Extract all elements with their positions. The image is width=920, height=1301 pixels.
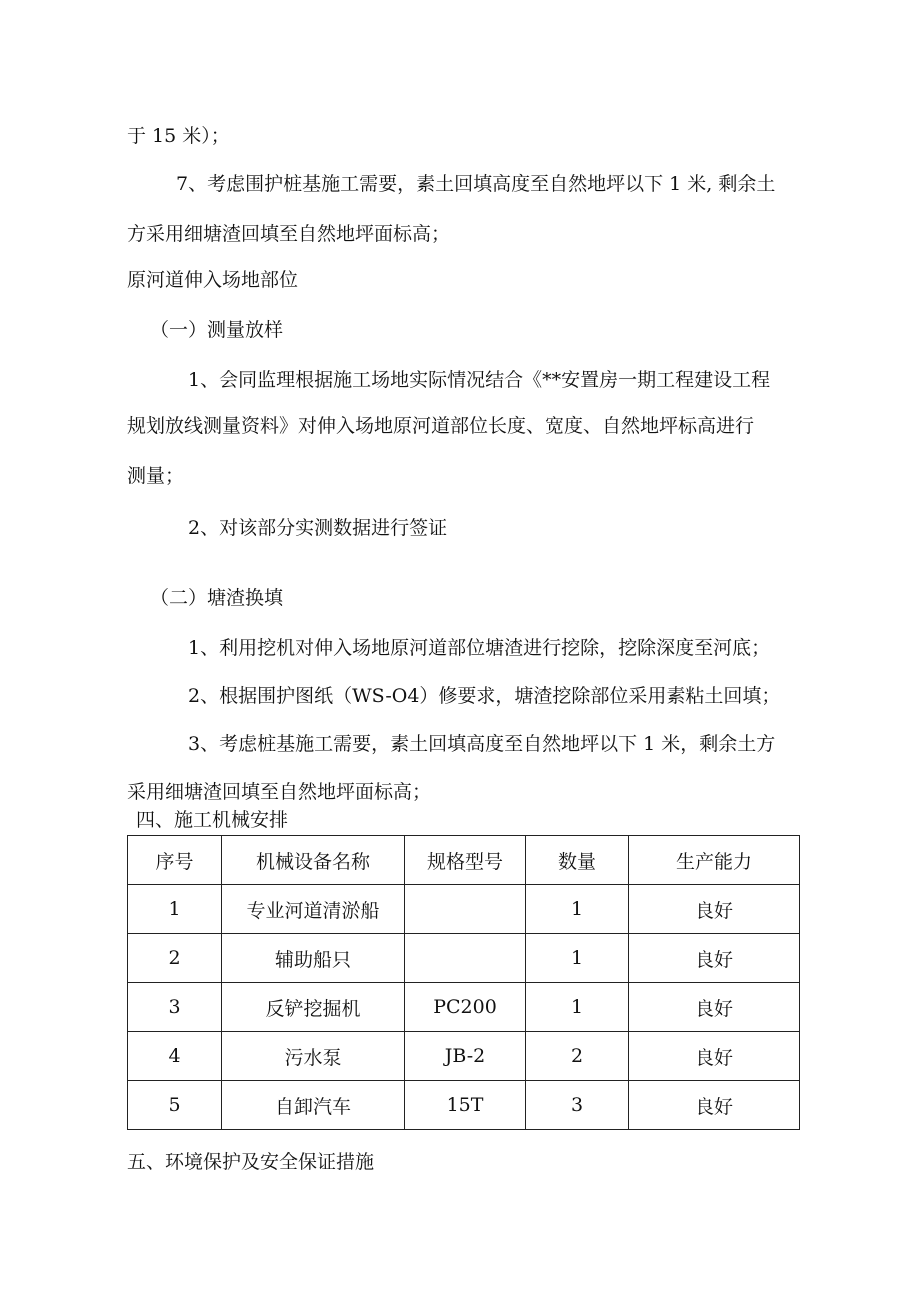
cell-model — [405, 934, 526, 983]
header-quantity: 数量 — [526, 836, 629, 885]
text-line: 1、会同监理根据施工场地实际情况结合《**安置房一期工程建设工程 — [188, 369, 771, 391]
cell-quantity: 1 — [526, 885, 629, 934]
table-row — [128, 1081, 800, 1130]
text-line: 方采用细塘渣回填至自然地坪面标高； — [127, 223, 451, 245]
text-line: 测量； — [127, 465, 185, 487]
cell-capacity: 良好 — [629, 983, 800, 1032]
text-line: 7、考虑围护桩基施工需要，素土回填高度至自然地坪以下 1 米, 剩余土 — [176, 173, 776, 195]
cell-capacity: 良好 — [629, 1081, 800, 1130]
cell-quantity: 1 — [526, 934, 629, 983]
text-line: 采用细塘渣回填至自然地坪面标高； — [127, 781, 432, 803]
cell-model: 15T — [405, 1081, 526, 1130]
section-heading: 四、施工机械安排 — [136, 809, 289, 831]
cell-equipment-name: 专业河道清淤船 — [222, 885, 405, 934]
cell-capacity: 良好 — [629, 934, 800, 983]
cell-model — [405, 885, 526, 934]
cell-index: 5 — [128, 1081, 222, 1130]
subsection-heading: （一）测量放样 — [150, 319, 284, 341]
header-model: 规格型号 — [405, 836, 526, 885]
text-line: 1、利用挖机对伸入场地原河道部位塘渣进行挖除，挖除深度至河底； — [188, 637, 771, 659]
cell-equipment-name: 辅助船只 — [222, 934, 405, 983]
cell-index: 2 — [128, 934, 222, 983]
cell-capacity: 良好 — [629, 1032, 800, 1081]
table-header-row — [128, 836, 800, 885]
equipment-table — [127, 835, 800, 1130]
cell-model: JB-2 — [405, 1032, 526, 1081]
cell-index: 4 — [128, 1032, 222, 1081]
cell-model: PC200 — [405, 983, 526, 1032]
text-line: 2、对该部分实测数据进行签证 — [188, 517, 448, 539]
section-heading: 原河道伸入场地部位 — [127, 269, 299, 291]
cell-quantity: 3 — [526, 1081, 629, 1130]
text-line: 规划放线测量资料》对伸入场地原河道部位长度、宽度、自然地坪标高进行 — [127, 415, 755, 437]
text-line: 3、考虑桩基施工需要，素土回填高度至自然地坪以下 1 米，剩余土方 — [188, 733, 776, 755]
cell-index: 3 — [128, 983, 222, 1032]
table-row — [128, 983, 800, 1032]
subsection-heading: （二）塘渣换填 — [150, 587, 284, 609]
cell-quantity: 1 — [526, 983, 629, 1032]
table-row — [128, 885, 800, 934]
cell-equipment-name: 反铲挖掘机 — [222, 983, 405, 1032]
cell-equipment-name: 自卸汽车 — [222, 1081, 405, 1130]
table-row — [128, 1032, 800, 1081]
cell-quantity: 2 — [526, 1032, 629, 1081]
text-line: 2、根据围护图纸（WS-O4）修要求，塘渣挖除部位采用素粘土回填； — [188, 685, 781, 707]
table-row — [128, 934, 800, 983]
header-equipment-name: 机械设备名称 — [222, 836, 405, 885]
section-heading: 五、环境保护及安全保证措施 — [127, 1151, 375, 1173]
text-line: 于 15 米）； — [127, 125, 230, 147]
cell-equipment-name: 污水泵 — [222, 1032, 405, 1081]
header-capacity: 生产能力 — [629, 836, 800, 885]
cell-capacity: 良好 — [629, 885, 800, 934]
cell-index: 1 — [128, 885, 222, 934]
header-index: 序号 — [128, 836, 222, 885]
